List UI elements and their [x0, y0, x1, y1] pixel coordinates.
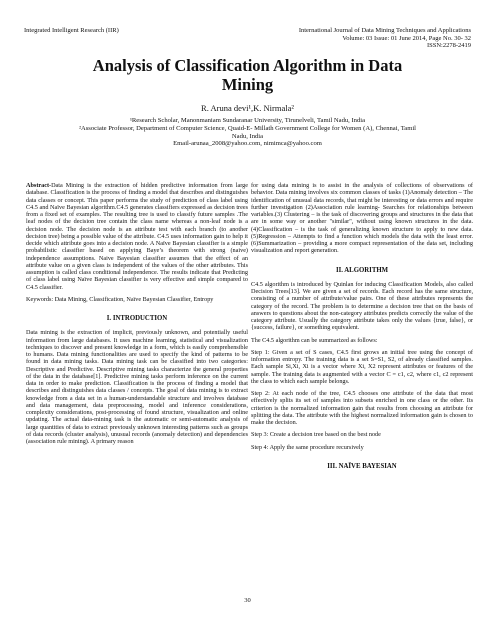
summary-line: The C4.5 algorithm can be summarized as follows: — [251, 336, 378, 344]
paper-title — [40, 56, 455, 94]
affiliation-1: ¹Research Scholar, Manonmaniam Sundaranar University, Tirunelveli, Tamil Nadu, India — [129, 117, 366, 124]
algorithm-paragraph: C4.5 algorithm is introduced by Quinlan for inducing Classification Models, also called Decision Trees[13]. We are given a set of records. Each record has the same structure, consisting of a number of attribute/value pairs. One of these attributes represents the category of the record. The problem is to determine a decision tree that on the basis of answers to questions about the non-category attributes predicts correctly the value of the category attribute. Usually the category attribute takes only the values {true, false}, or {success, failure}, or something equivalent. — [251, 280, 473, 332]
journal-name: International Journal of Data Mining Techniques and Applications — [298, 27, 471, 34]
authors: R. Aruna devi¹,K. Nirmala² — [201, 103, 294, 113]
title-line-1: Analysis of Classification Algorithm in Data — [92, 56, 403, 75]
affiliation-2: ²Associate Professor, Department of Computer Science, Quaid-E- Millath Government College for Women (A), Chennai, Tamil — [78, 124, 417, 132]
emails: Email-arunaa_2008@yahoo.com, nimimca@yahoo.com — [173, 140, 322, 148]
step-1: Step 1: Given a set of S cases, C4.5 first grows an initial tree using the concept of information entropy. The training data is a set S=S1, S2, of already classified samples. Each sample Si,Xi, Xi is a vector where Xi, X2 represent attributes or features of the sample. The training data is augmented with a vector C = c1, c2, where c1, c2 represent the class to which each sample belongs. — [251, 348, 473, 385]
section-heading-bayes: III. NAÏVE BAYESIAN — [327, 462, 397, 470]
abstract-label: Abstract- — [26, 182, 52, 189]
header-left: Integrated Intelligent Research (IIR) — [24, 27, 119, 34]
keywords: Keywords: Data Mining, Classification, Naïve Bayesian Classifier, Entropy — [26, 295, 214, 303]
affiliation-2-cont: Nadu, India — [231, 132, 264, 140]
page-number: 30 — [244, 597, 251, 604]
section-heading-intro: I. INTRODUCTION — [106, 315, 168, 322]
step-3: Step 3: Create a decision tree based on the best node — [251, 431, 381, 439]
right-column — [251, 182, 473, 477]
intro-continued: for using data mining is to assist in the analysis of collections of observations of behavior. Data mining involves six common classes of tasks (1)Anomaly detection – The identification of unusual data records, that might be interesting or data errors and require further investigation (2)Association rule learning- Searches for relationships between variables.(3) Clustering – is the task of discovering groups and structures in the data that are in some way or another "similar", without using known structures in the data.(4)Classification – is the task of generalizing known structure to apply to new data.(5)Regression – Attempts to find a function which models the data with the least error.(6)Summarization – providing a more compact representation of the data set, including visualization and report generation. — [251, 182, 473, 255]
volume-info: Volume: 03 Issue: 01 June 2014, Page No. 30- 32 — [342, 34, 471, 42]
step-4: Step 4: Apply the same procedure recursively — [251, 443, 364, 451]
left-column — [26, 182, 248, 445]
issn: ISSN:2278-2419 — [426, 42, 471, 50]
section-heading-algorithm: II. ALGORITHM — [335, 266, 389, 274]
step-2: Step 2: At each node of the tree, C4.5 chooses one attribute of the data that most effectively splits its set of samples into subsets enriched in one class or the other. Its criterion is the normalized information gain that results from choosing an attribute for splitting the data. The attribute with the highest normalized information gain is chosen to make the decision. — [251, 390, 473, 426]
title-line-2: Mining — [221, 75, 274, 94]
affiliations — [28, 117, 467, 148]
abstract-text: Data Mining is the extraction of hidden predictive information from large database. Classification is the process of finding a model that describes and distinguishes data classes or concept. This paper performs the study of prediction of class label using C4.5 and Naïve Bayesian algorithm.C4.5 generates classifiers expressed as decision trees from a fixed set of examples. The resulting tree is used to classify future samples .The leaf nodes of the decision tree contain the class name whereas a non-leaf node is a decision node. The decision node is an attribute test with each branch (to another decision tree) being a possible value of the attribute. C4.5 uses information gain to help it decide which attribute goes into a decision node. A Naïve Bayesian classifier is a simple probabilistic classifier based on applying Baye’s theorem with strong (naive) independence assumptions. Naive Bayesian classifier assumes that the effect of an attribute value on a given class is independent of the values of the other attributes. This assumption is called class conditional independence. The results indicate that Predicting of class label using Naïve Bayesian classifier is very effective and simple compared to C4.5 classifier. — [26, 182, 248, 291]
header-right — [221, 27, 471, 50]
abstract — [26, 182, 248, 291]
intro-paragraph: Data mining is the extraction of implicit, previously unknown, and potentially useful information from large databases. It uses machine learning, statistical and visualization techniques to discover and present knowledge in a form, which is easily comprehensible to humans. Data mining functionalities are used to specify the kind of patterns to be found in data mining tasks. Data mining task can be classified into two categories: Descriptive and Predictive. Descriptive mining tasks characterize the general properties of the data in the database[1]. Predictive mining tasks perform inference on the current data in order to make prediction. Classification is the process of finding a model that describes and distinguishes data classes / concepts. The goal of data mining is to extract knowledge from a data set in a human-understandable structure and involves database and data management, data preprocessing, model and inference considerations, complexity considerations, post-processing of found structure, visualization and online updating. The actual data-mining task is the automatic or semi-automatic analysis of large quantities of data to extract previously unknown interesting patterns such as groups of data records (cluster analysis), unusual records (anomaly detection) and dependencies (association rule mining). A primary reason — [26, 329, 248, 445]
